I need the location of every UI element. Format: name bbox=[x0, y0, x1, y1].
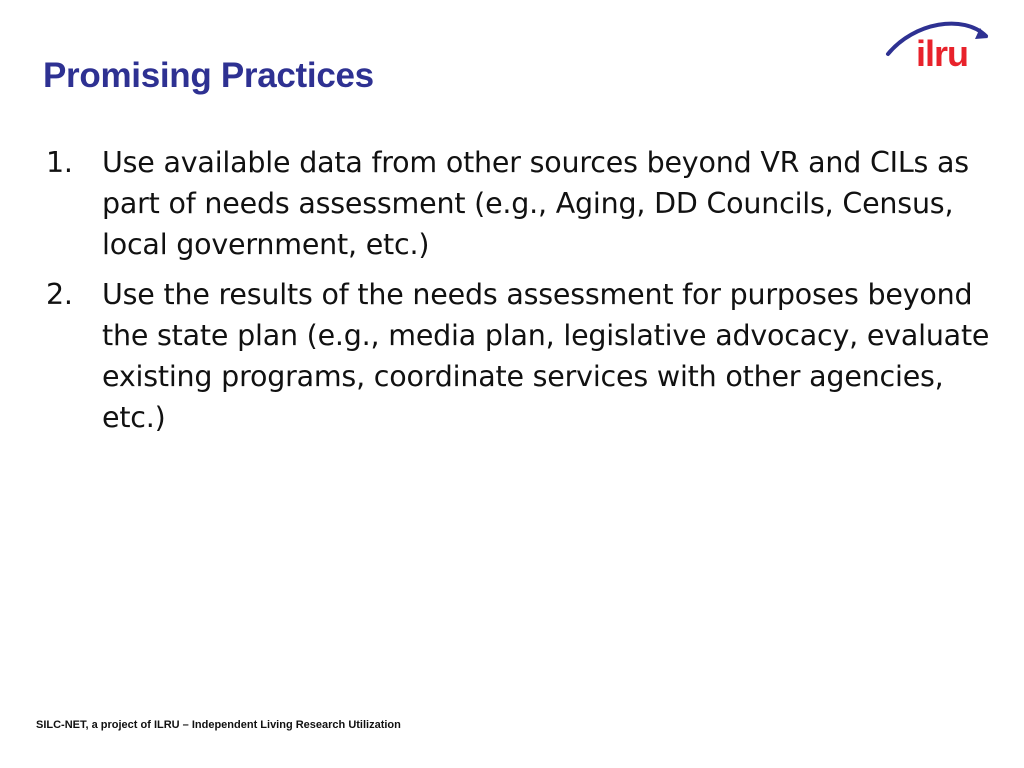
list-item bbox=[46, 142, 1006, 265]
ilru-logo bbox=[884, 14, 994, 76]
list-item bbox=[46, 274, 1006, 438]
slide-title: Promising Practices bbox=[43, 56, 374, 95]
practices-list bbox=[46, 142, 1006, 447]
list-item-text: Use the results of the needs assessment for purposes beyond the state plan (e.g., media plan, legislative advocacy, evaluate existing programs, coordinate services with other agencies, etc.) bbox=[102, 278, 990, 434]
list-item-text: Use available data from other sources beyond VR and CILs as part of needs assessment (e.g., Aging, DD Councils, Census, local government, etc.) bbox=[102, 146, 969, 261]
logo-text: ilru bbox=[916, 33, 969, 74]
slide-footer: SILC-NET, a project of ILRU – Independent Living Research Utilization bbox=[36, 719, 401, 731]
list-item-number: 2. bbox=[46, 278, 73, 311]
list-item-number: 1. bbox=[46, 146, 73, 179]
